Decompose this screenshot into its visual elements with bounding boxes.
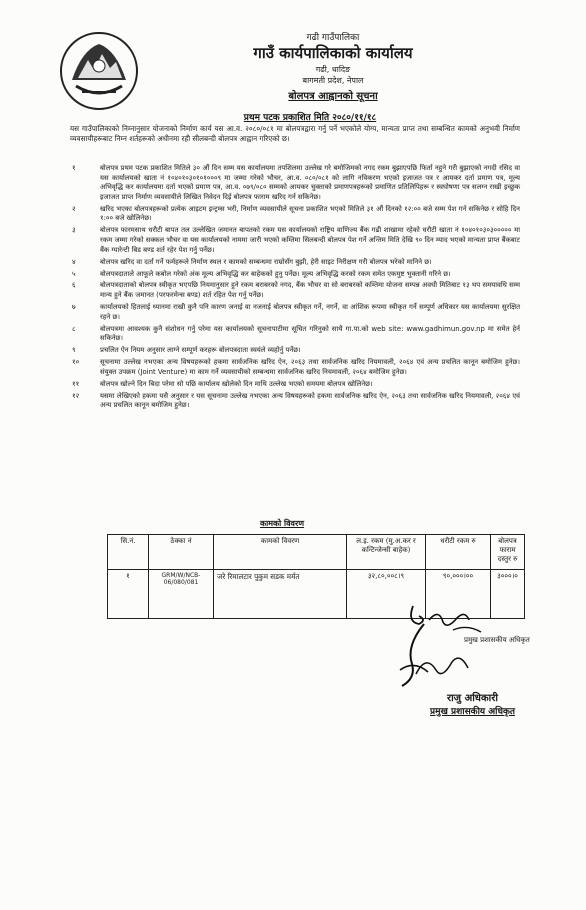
terms-item xyxy=(70,270,520,280)
table-caption: कामको विवरण xyxy=(260,519,305,528)
terms-item-text: बोलपत्र खरिद वा दर्ता गर्ने फर्महरूले निर्माण स्थल र कामको सम्बन्धमा राम्रोसँग बुझी, हेरी साइट निरीक्षण गरी बोलपत्र भरेको मानिने छ। xyxy=(100,257,432,266)
terms-list xyxy=(70,164,520,413)
terms-item-text: बोलपत्रदाताको बोलपत्र स्वीकृत भएपछि नियमानुसार हुने रकम बराबरको नगद, बैंक भौचर वा सो बराबरको कम्तिमा योजना सम्पन्न अवधी मितिबाट १३ थप समयावधि सम्म मान्य हुने बैंक जमानत (परफरमेन्स बण्ड) शर्त रहित पेश गर्नु पर्नेछ। xyxy=(100,281,520,300)
terms-item-text: बोलपत्र खोल्ने दिन बिदा परेमा सो पछि कार्यालय खोलेको दिन माथि उल्लेख भएको समयमा बोलपत्र खोलिनेछ। xyxy=(100,379,373,388)
terms-item xyxy=(70,164,520,202)
terms-item-number: ४ xyxy=(72,257,76,266)
cell-deposit: ९०,०००।०० xyxy=(426,570,491,619)
officer-title-stamp: प्रमुख प्रशासकीय अधिकृत xyxy=(430,707,516,717)
terms-item xyxy=(70,392,520,411)
terms-item xyxy=(70,281,520,300)
terms-item xyxy=(70,258,520,268)
signature-scribble xyxy=(412,650,472,684)
office-location: गढी, धादिङ xyxy=(315,65,351,74)
province-name: बागमती प्रदेश, नेपाल xyxy=(302,76,364,85)
officer-name-stamp: राजु अधिकारी xyxy=(447,693,498,704)
terms-item-number: १२ xyxy=(72,391,80,400)
nepal-emblem-logo xyxy=(58,30,140,112)
terms-item xyxy=(70,380,520,390)
table-header-row xyxy=(108,535,525,570)
header-contract-no: ठेक्का नं xyxy=(149,535,214,570)
municipality-name: गढी गाउँपालिका xyxy=(306,33,360,43)
publication-date-line: प्रथम पटक प्रकाशित मिति २०८०/११/१८ xyxy=(243,113,377,123)
terms-item-text: खरिद भएका बोलपत्रहरूको प्रत्येक आइटम इन्ट्रम्स भरी, निर्माण व्यवसायीले सूचना प्रकाशित भएको मितिले ३१ औं दिनको १२:०० बजे सम्म पेश गर्न सकिनेछ र सोहि दिन १:०० बजे खोलिनेछ। xyxy=(100,204,520,223)
terms-item-text: सूचनामा उल्लेख नभएका अन्य विषयहरूको हकमा सार्वजनिक खरिद ऐन, २०६३ तथा सार्वजनिक खरिद नियमावली, २०६४ एवं अन्य प्रचलित कानून बमोजिम हुनेछ। संयुक्त उपक्रम (Joint Venture) मा काम गर्ने व्यवसायीको सम्बन्धमा सार्वजनिक खरिद नियमावली, २०६४ बमोजिम हुनेछ। xyxy=(100,358,520,376)
terms-item xyxy=(70,346,520,356)
cell-contract-no: GRM/W/NCB-06/080/081 xyxy=(149,570,214,619)
officer-title-handwritten: प्रमुख प्रशासकीय अधिकृत xyxy=(464,636,530,644)
office-name: गाउँ कार्यपालिकाको कार्यालय xyxy=(253,44,413,62)
terms-item-text: बोलपत्रमा आवश्यक कुनै संशोधन गर्नु परेमा यस कार्यालयको सूचनापाटीमा सूचित गरिनुको साथै गा.पा.को web site: www.gadhimun.gov.np मा समेत हेर्न सकिनेछ। xyxy=(100,324,520,343)
terms-item-number: २ xyxy=(72,204,76,213)
terms-item-text: बोलपत्र प्रथम पटक प्रकाशित मितिले ३० औं दिन सम्म यस कार्यालयमा तपशिलमा उल्लेख गरे बमोजिमको नगद रकम बुझाएपछि फिर्ता नहुने गरी बुझाएको नगदी रसिद वा यस कार्यालयको खाता नं १०४०१०३०१०१०००९ मा जम्मा गरेको भौचर, आ.व. ०८०/०८१ को लागि नविकरण भएको इजाजत पत्र र आयकर दर्ता प्रमाण पत्र, मूल्य अभिवृद्धि कर कार्यालयमा दर्ता भएको प्रमाण पत्र, आ.व. ०७९/०८० सम्मको आयकर चुक्ताको प्रमाणपत्रहरूको प्रमाणित प्रतिलिपिहरू र स्वघोषणा पत्र सलग्न राखी इच्छुक इजाजत प्राप्त निर्माण व्यवसायीले लिखित निवेदन दिई बोलपत्र फाराम खरिद गर्न सकिनेछ। xyxy=(100,164,520,201)
terms-item xyxy=(70,205,520,224)
terms-item xyxy=(70,303,520,322)
terms-item-text: प्रचलित ऐन नियम अनुसार लाग्ने सम्पूर्ण करहरू बोलपत्रदाता स्वयंले व्यहोर्नु पर्नेछ। xyxy=(100,346,301,355)
intro-paragraph: यस गाउँपालिकाको निम्नानुसार योजनाको निर्माण कार्य यस आ.व. २०८०/०८१ मा बोलपत्रद्वारा गर्नु पर्ने भएकोले योग्य, मान्यता प्राप्त तथा सम्बन्धित कामको अनुभवी निर्माण व्यवसायीहरूबाट निम्न शर्तहरूको अधीनमा रही सीलबन्दी बोलपत्र आह्वान गरिएको छ। xyxy=(70,124,520,143)
cell-estimate: ३२,८०,००८।९ xyxy=(347,570,426,619)
header-form-fee: बोलपत्र फाराम दस्तुर रु xyxy=(491,535,525,570)
terms-item-number: ५ xyxy=(72,269,76,278)
cell-form-fee: ३०००।० xyxy=(491,570,525,619)
header-deposit: धरौटी रकम रु xyxy=(426,535,491,570)
terms-item xyxy=(70,358,520,377)
cell-sn: १ xyxy=(108,570,149,619)
terms-item xyxy=(70,226,520,255)
terms-item-text: कार्यालयको हितलाई ध्यानमा राखी कुनै पनि कारण जनाई वा नजनाई बोलपत्र स्वीकृत गर्ने, नगर्ने, वा आंशिक रूपमा स्वीकृत गर्ने सम्पूर्ण अधिकार यस कार्यालयमा सुरक्षित रहने छ। xyxy=(100,303,520,321)
header-estimate: ल.इ. रकम (मु.अ.कर र कन्टिन्जेन्सी बाहेक) xyxy=(347,535,426,570)
terms-item-number: ११ xyxy=(72,379,80,388)
header-work-description: कामको विवरण xyxy=(214,535,347,570)
terms-item-text: बोलपत्रदाताले आफूले कबोल गरेको अंक मूल्य अभिवृद्धि कर बाहेकको हुनु पर्नेछ। मूल्य अभिवृद्धि करको रकम समेत एकमुष्ट भुक्तानी गरिने छ। xyxy=(100,269,451,278)
header-sn: सि.नं. xyxy=(108,535,149,570)
terms-item-number: ३ xyxy=(72,226,76,235)
terms-item-number: ९ xyxy=(72,346,76,355)
terms-item-number: ७ xyxy=(72,303,76,312)
terms-item-number: ६ xyxy=(72,281,76,290)
terms-item-number: १० xyxy=(72,358,80,367)
terms-item-number: ८ xyxy=(72,324,76,333)
cell-work-description: जरे रिमालटार पुकुम सडक मर्मत xyxy=(214,570,347,619)
terms-item-number: १ xyxy=(72,164,76,172)
terms-item xyxy=(70,325,520,344)
terms-item-text: बोलपत्र फारमसाथ धरौटी बापत तल उल्लेखित जमानत बापतको रकम यस कार्यालयको राष्ट्रिय वाणिज्य बैंक गढी शाखामा रहेको धरौटी खाता नं १०४०१०३०३००००० मा रकम जम्मा गरेको सक्कल भौचर वा यस कार्यालयको नाममा जारी भएको कम्तिमा सिलबन्दी बोलपत्र पेश गर्ने अन्तिम मिति देखि ९० दिन म्याद भएको मान्यता प्राप्त बैंकबाट बैंक ग्यारेन्टी बिड बण्ड शर्त रहेर पेश गर्नु पर्नेछ। xyxy=(100,226,520,254)
terms-item-text: यसमा लेखिएको हकमा यसै अनुसार र यस सूचनामा उल्लेख नभएका अन्य विषयहरूको हकमा सार्वजनिक खरिद ऐन, २०६३ तथा सार्वजनिक खरिद नियमावली, २०६४ एवं अन्य प्रचलित कानून बमोजिम हुनेछ। xyxy=(100,391,520,410)
notice-title: बोलपत्र आह्वानको सूचना xyxy=(288,91,378,102)
